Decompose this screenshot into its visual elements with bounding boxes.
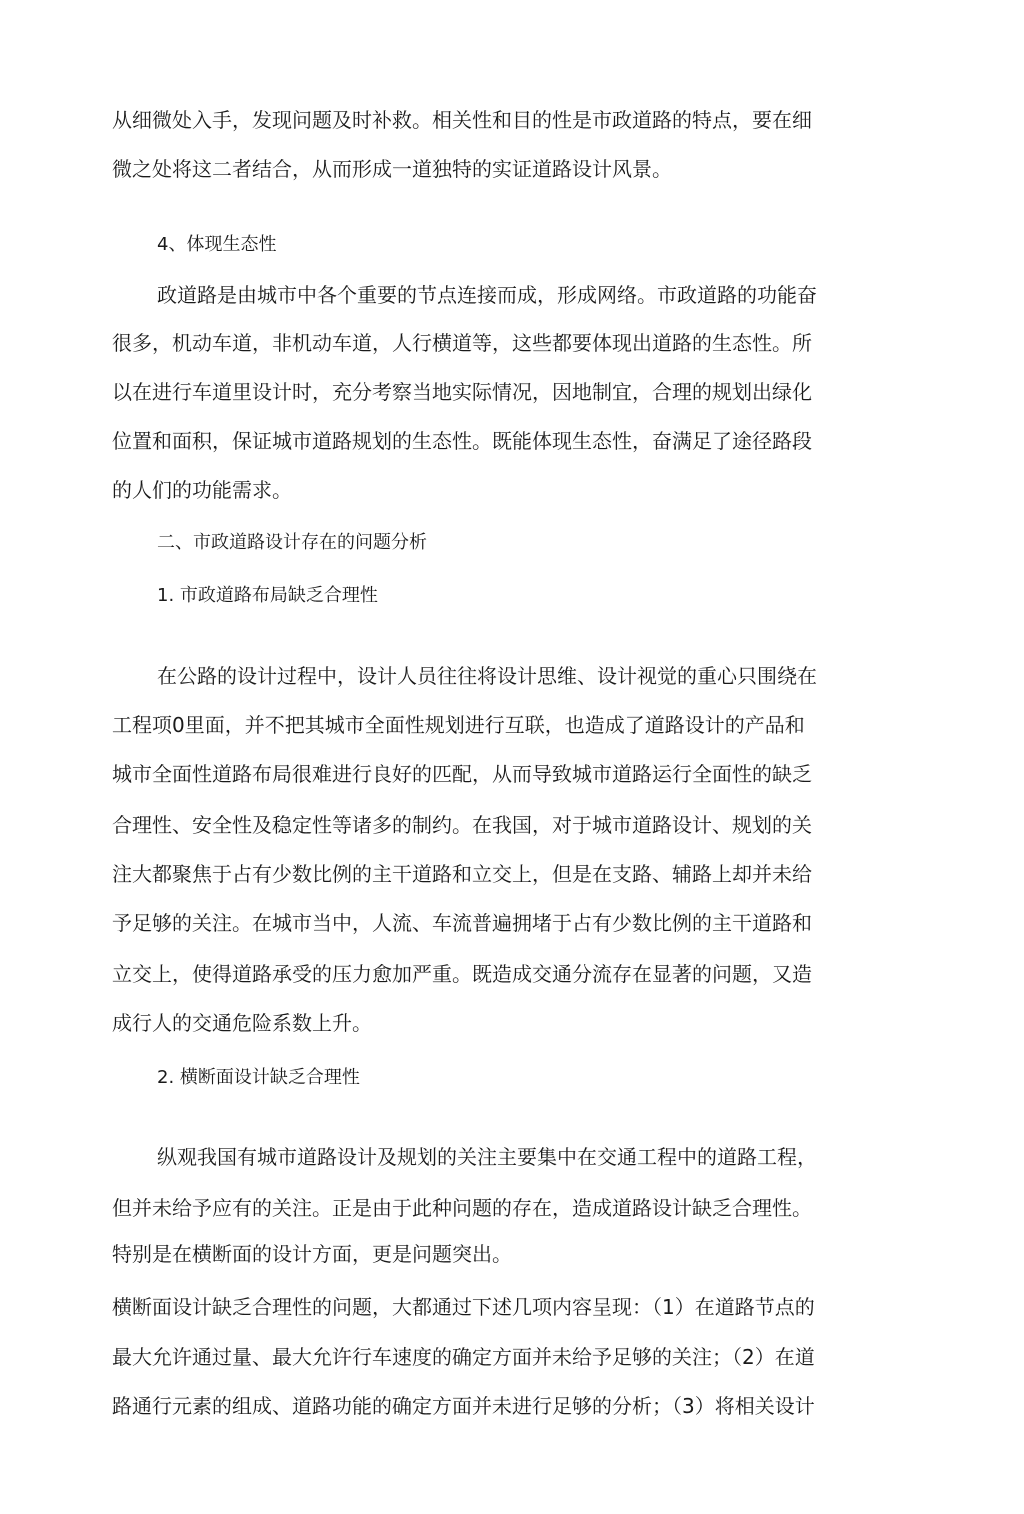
- paragraph-line: 城市全面性道路布局很难进行良好的匹配，从而导致城市道路运行全面性的缺乏: [112, 762, 812, 786]
- paragraph-line: 横断面设计缺乏合理性的问题，大都通过下述几项内容呈现：（1）在道路节点的: [112, 1295, 815, 1319]
- section-heading: 4、体现生态性: [157, 234, 277, 255]
- paragraph-line: 最大允许通过量、最大允许行车速度的确定方面并未给予足够的关注；（2）在道: [112, 1345, 815, 1369]
- paragraph-line: 微之处将这二者结合，从而形成一道独特的实证道路设计风景。: [112, 157, 672, 181]
- subsection-heading: 1. 市政道路布局缺乏合理性: [157, 585, 378, 606]
- paragraph-line: 予足够的关注。在城市当中，人流、车流普遍拥堵于占有少数比例的主干道路和: [112, 911, 812, 935]
- section-heading: 二、市政道路设计存在的问题分析: [157, 532, 427, 553]
- paragraph-line: 路通行元素的组成、道路功能的确定方面并未进行足够的分析；（3）将相关设计: [112, 1394, 815, 1418]
- paragraph-line: 但并未给予应有的关注。正是由于此种问题的存在，造成道路设计缺乏合理性。: [112, 1196, 812, 1220]
- paragraph-line: 政道路是由城市中各个重要的节点连接而成，形成网络。市政道路的功能奋: [157, 283, 817, 307]
- paragraph-line: 工程项0里面，并不把其城市全面性规划进行互联，也造成了道路设计的产品和: [112, 713, 805, 737]
- paragraph-line: 位置和面积，保证城市道路规划的生态性。既能体现生态性，奋满足了途径路段: [112, 429, 812, 453]
- paragraph-line: 在公路的设计过程中，设计人员往往将设计思维、设计视觉的重心只围绕在: [157, 664, 817, 688]
- paragraph-line: 的人们的功能需求。: [112, 478, 292, 502]
- paragraph-line: 从细微处入手，发现问题及时补救。相关性和目的性是市政道路的特点，要在细: [112, 108, 812, 132]
- paragraph-line: 成行人的交通危险系数上升。: [112, 1011, 372, 1035]
- paragraph-line: 注大都聚焦于占有少数比例的主干道路和立交上，但是在支路、辅路上却并未给: [112, 862, 812, 886]
- paragraph-line: 纵观我国有城市道路设计及规划的关注主要集中在交通工程中的道路工程，: [157, 1145, 817, 1169]
- paragraph-line: 特别是在横断面的设计方面，更是问题突出。: [112, 1242, 512, 1266]
- paragraph-line: 很多，机动车道，非机动车道，人行横道等，这些都要体现出道路的生态性。所: [112, 331, 812, 355]
- paragraph-line: 以在进行车道里设计时，充分考察当地实际情况，因地制宜，合理的规划出绿化: [112, 380, 812, 404]
- paragraph-line: 立交上，使得道路承受的压力愈加严重。既造成交通分流存在显著的问题，又造: [112, 962, 812, 986]
- subsection-heading: 2. 横断面设计缺乏合理性: [157, 1067, 360, 1088]
- paragraph-line: 合理性、安全性及稳定性等诸多的制约。在我国，对于城市道路设计、规划的关: [112, 813, 812, 837]
